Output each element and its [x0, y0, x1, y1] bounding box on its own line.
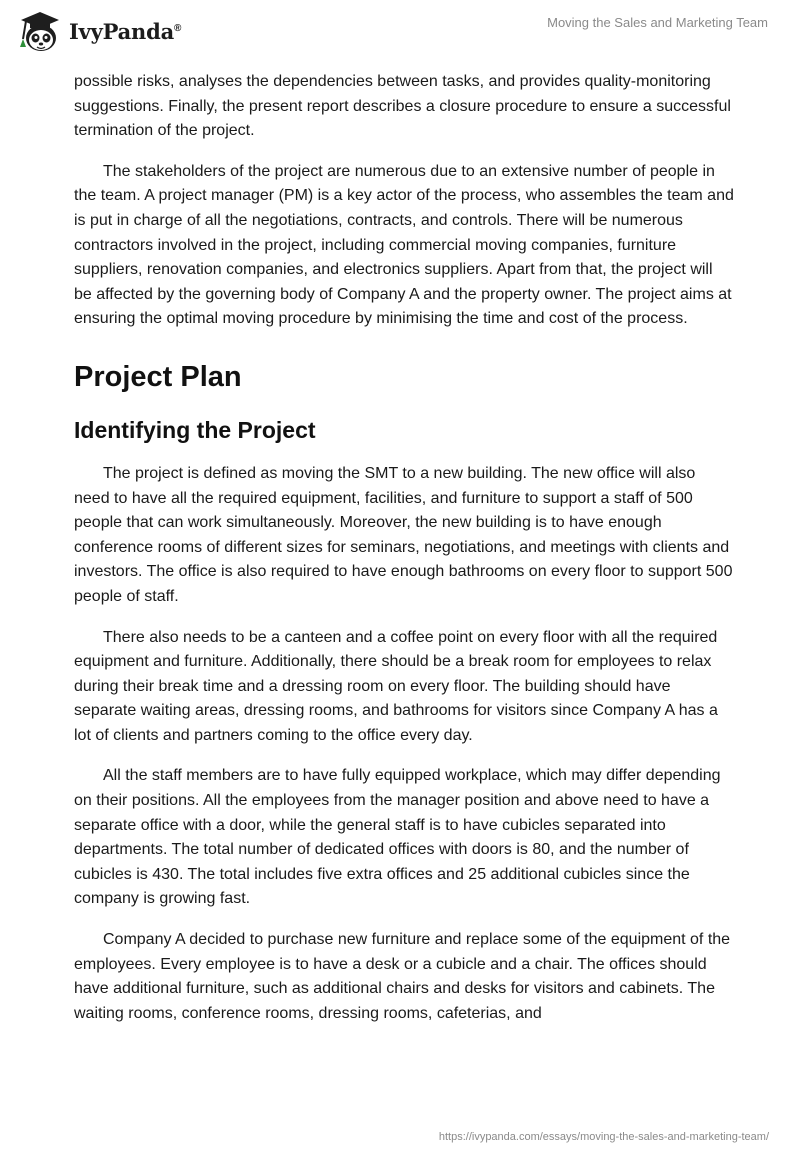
panda-graduation-cap-icon	[17, 9, 63, 53]
intro-paragraph-2: The stakeholders of the project are numerous due to an extensive number of people in the team. A project manager (PM) is a key actor of the process, who assembles the team and is put in charge of all the negotiations, contracts, and controls. There will be numerous contractors involved in the project, including commercial moving companies, furniture suppliers, renovation companies, and electronics suppliers. Apart from that, the project will be affected by the governing body of Company A and the property owner. The project aims at ensuring the optimal moving procedure by minimising the time and cost of the process.	[74, 162, 734, 328]
body-paragraph-2: There also needs to be a canteen and a coffee point on every floor with all the required equipment and furniture. Additionally, there should be a break room for employees to relax during their break time and a dressing room on every floor. The building should have separate waiting areas, dressing rooms, and bathrooms for visitors since Company A has a lot of clients and partners coming to the office every day.	[74, 628, 718, 744]
intro-paragraph-1: possible risks, analyses the dependencies between tasks, and provides quality-monitoring suggestions. Finally, the present report describes a closure procedure to ensure a successful termination of the project.	[74, 73, 731, 140]
subsection-heading: Identifying the Project	[74, 416, 316, 443]
body-paragraph-3: All the staff members are to have fully equipped workplace, which may differ depending on their positions. All the employees from the manager position and above need to have a separate office with a door, while the general staff is to have cubicles separated into departments. The total number of dedicated offices with doors is 80, and the number of cubicles is 430. The total includes five extra offices and 25 additional cubicles since the company is growing fast.	[74, 767, 721, 908]
body-paragraph-4: Company A decided to purchase new furniture and replace some of the equipment of the employees. Every employee is to have a desk or a cubicle and a chair. The offices should have additional furniture, such as additional chairs and desks for visitors and cabinets. The waiting rooms, conference rooms, dressing rooms, cafeterias, and	[74, 931, 731, 1022]
essay-content	[74, 70, 734, 1042]
brand-logo[interactable]	[17, 8, 181, 54]
registered-mark: ®	[174, 22, 182, 34]
page-header	[0, 0, 800, 70]
source-url-link[interactable]: https://ivypanda.com/essays/moving-the-sales-and-marketing-team/	[438, 1131, 769, 1143]
section-heading: Project Plan	[74, 360, 242, 393]
body-paragraph-1: The project is defined as moving the SMT to a new building. The new office will also need to have all the required equipment, facilities, and furniture to support a staff of 500 people that can work simultaneously. Moreover, the new building is to have enough conference rooms of different sizes for seminars, negotiations, and meetings with clients and investors. The office is also required to have enough bathrooms on every floor to support 500 people of staff.	[74, 464, 733, 605]
running-title: Moving the Sales and Marketing Team	[547, 15, 768, 30]
brand-name: IvyPanda®	[69, 18, 182, 44]
